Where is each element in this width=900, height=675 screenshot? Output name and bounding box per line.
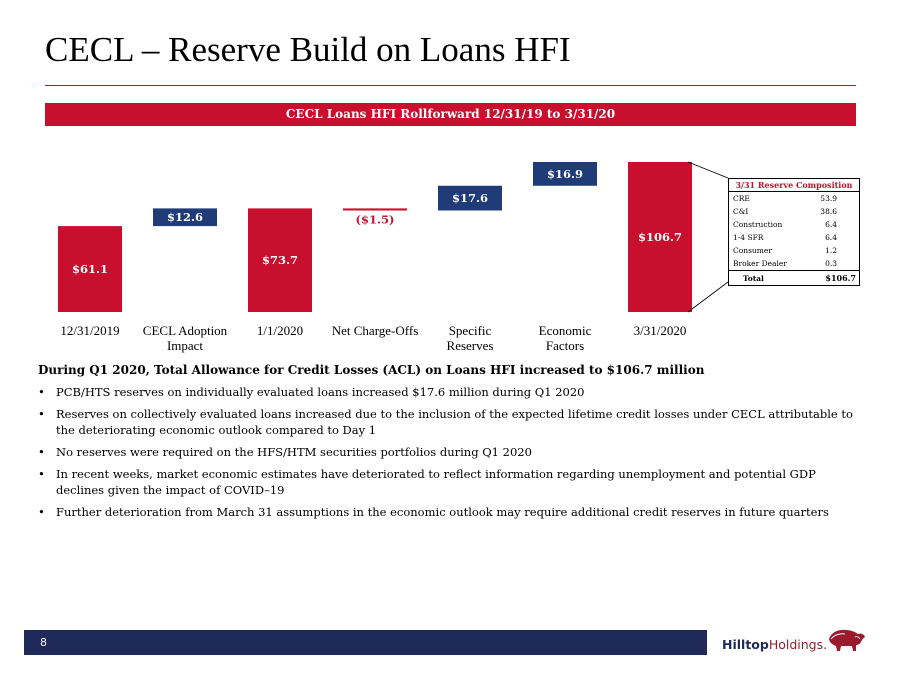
bullet-text: Further deterioration from March 31 assumptions in the economic outlook may require additional credit reserves in future quarters — [56, 505, 829, 519]
bar-label-6: $16.9 — [546, 166, 584, 181]
bullet-dot-icon: • — [38, 385, 45, 399]
bullet-dot-icon: • — [38, 467, 45, 481]
composition-row — [729, 192, 860, 206]
composition-label: 1-4 SFR — [733, 233, 764, 242]
category-label-7-1: 3/31/2020 — [633, 323, 687, 338]
logo-rest-text: Holdings — [768, 637, 824, 652]
composition-row — [729, 244, 860, 257]
company-logo — [722, 626, 872, 660]
page-title: CECL – Reserve Build on Loans HFI — [45, 30, 571, 69]
bullet-text: PCB/HTS reserves on individually evaluated loans increased $17.6 million during Q1 2020 — [56, 385, 585, 399]
composition-total-label: Total — [729, 271, 806, 286]
category-label-5-2: Reserves — [446, 338, 494, 353]
bullet-dot-icon: • — [38, 445, 45, 459]
bullet-dot-icon: • — [38, 407, 45, 421]
category-label-3-1: 1/1/2020 — [256, 323, 304, 338]
bullet-text: In recent weeks, market economic estimates have deteriorated to reflect information regarding unemployment and potential GDP declines given the impact of COVID–19 — [56, 467, 816, 497]
bar-4 — [343, 208, 407, 210]
category-label-6-2: Factors — [545, 338, 585, 353]
composition-row — [729, 231, 860, 244]
chart-banner: CECL Loans HFI Rollforward 12/31/19 to 3/31/20 — [45, 103, 856, 126]
category-label-2-2: Impact — [166, 338, 204, 353]
category-label-2-1: CECL Adoption — [142, 323, 228, 338]
composition-total-row — [729, 271, 860, 286]
footer-bar — [24, 630, 707, 655]
commentary-lead: During Q1 2020, Total Allowance for Credit Losses (ACL) on Loans HFI increased to $106.7 million — [38, 363, 705, 377]
composition-label: Broker Dealer — [733, 259, 787, 268]
composition-label: Consumer — [733, 246, 772, 255]
bar-label-5: $17.6 — [451, 191, 489, 206]
bar-label-4: ($1.5) — [355, 212, 395, 227]
callout-line-bottom — [688, 282, 728, 312]
bullet-text: Reserves on collectively evaluated loans increased due to the inclusion of the expected lifetime credit losses under CECL attributable to the deteriorating economic outlook compared to Day 1 — [56, 407, 853, 437]
composition-row — [729, 257, 860, 271]
composition-value: 53.9 — [820, 194, 837, 203]
commentary-bullets — [38, 384, 858, 520]
composition-value: 6.4 — [825, 220, 837, 229]
composition-value: 0.3 — [825, 259, 837, 268]
callout-line-top — [688, 162, 728, 178]
category-label-5-1: Specific — [448, 323, 492, 338]
bison-icon — [825, 627, 867, 653]
composition-label: C&I — [733, 207, 749, 216]
page-number: 8 — [40, 636, 47, 649]
bullet-text: No reserves were required on the HFS/HTM securities portfolios during Q1 2020 — [56, 445, 532, 459]
composition-value: 6.4 — [825, 233, 837, 242]
category-label-4-1: Net Charge-Offs — [331, 323, 419, 338]
logo-wordmark — [722, 637, 827, 652]
bar-label-1: $61.1 — [71, 262, 109, 277]
logo-mark-text: . — [823, 637, 828, 652]
composition-total-value: $106.7 — [806, 271, 860, 286]
bar-label-3: $73.7 — [261, 253, 299, 268]
bullet-item — [38, 466, 858, 498]
composition-label: Construction — [733, 220, 783, 229]
composition-value: 38.6 — [820, 207, 837, 216]
composition-label: CRE — [733, 194, 750, 203]
composition-value: 1.2 — [825, 246, 837, 255]
composition-row — [729, 218, 860, 231]
category-label-1-1: 12/31/2019 — [60, 323, 120, 338]
bar-label-2: $12.6 — [166, 210, 204, 225]
reserve-composition-table — [728, 178, 860, 286]
composition-row — [729, 205, 860, 218]
category-label-6-1: Economic — [538, 323, 592, 338]
bullet-item — [38, 406, 858, 438]
bullet-item — [38, 384, 858, 400]
bullet-dot-icon: • — [38, 505, 45, 519]
bullet-item — [38, 504, 858, 520]
bullet-item — [38, 444, 858, 460]
commentary — [38, 362, 858, 526]
composition-title: 3/31 Reserve Composition — [728, 178, 860, 191]
bar-label-7: $106.7 — [637, 230, 683, 244]
logo-bold-text: Hilltop — [722, 637, 769, 652]
